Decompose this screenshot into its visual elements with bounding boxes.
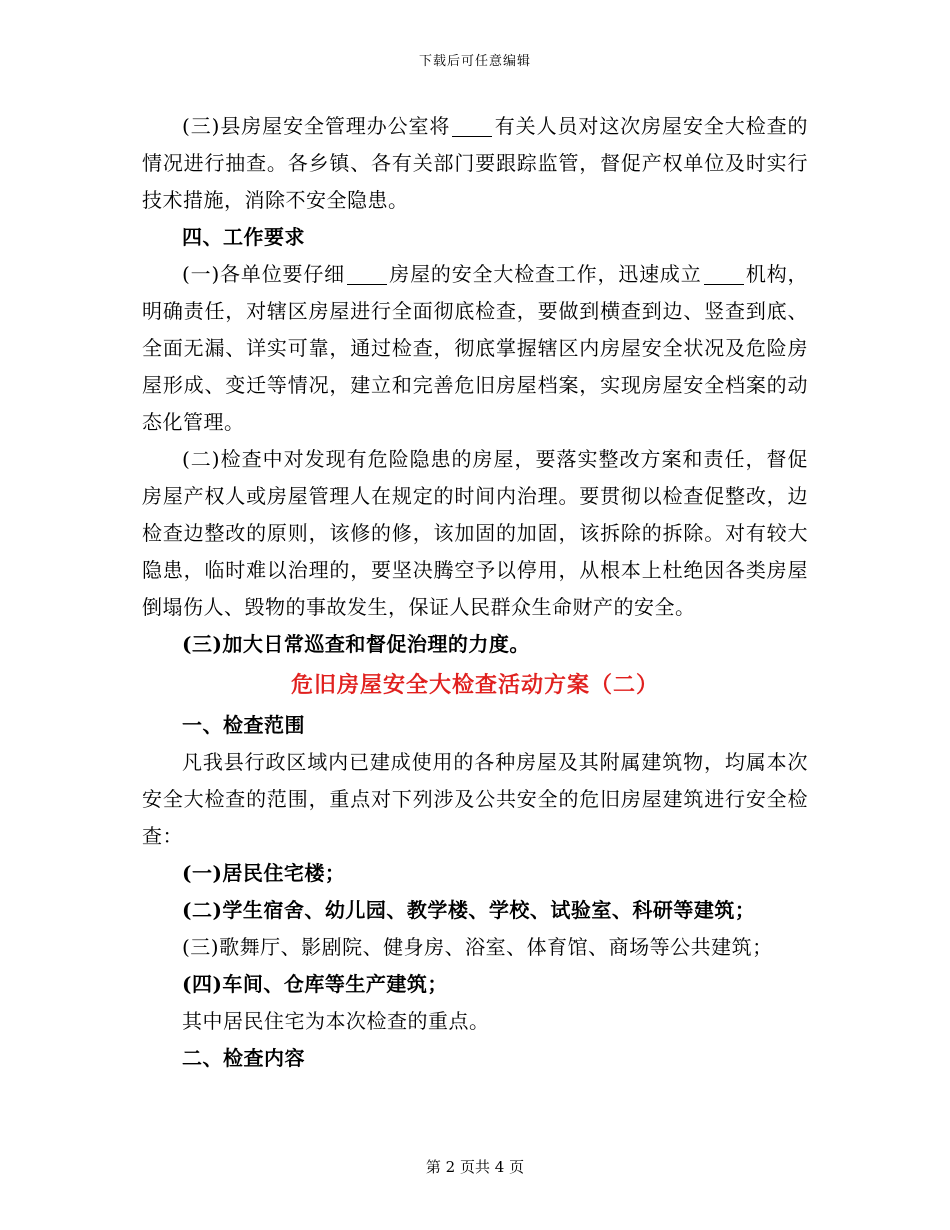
list-item-schools: (二)学生宿舍、幼儿园、教学楼、学校、试验室、科研等建筑；: [182, 898, 756, 922]
section-title: 危旧房屋安全大检查活动方案（二）: [290, 672, 659, 698]
list-item-public-buildings: (三)歌舞厅、影剧院、健身房、浴室、体育馆、商场等公共建筑；: [182, 935, 773, 959]
page-header: 下载后可任意编辑: [418, 54, 531, 69]
document-body: [142, 108, 808, 1077]
fill-blank: [704, 264, 744, 285]
paragraph-requirement-3: (三)加大日常巡查和督促治理的力度。: [182, 632, 530, 656]
paragraph-requirement-1: (一)各单位要仔细 房屋的安全大检查工作，迅速成立 机构，明确责任，对辖区房屋进行全面彻底检查，要做到横查到边、竖查到底、全面无漏、详实可靠，通过检查，彻底掌握辖区内房屋安全状况及危险房屋形成、变迁等情况，建立和完善危旧房屋档案，实现房屋安全档案的动态化管理。: [142, 262, 809, 434]
paragraph-spot-check: (三)县房屋安全管理办公室将 有关人员对这次房屋安全大检查的情况进行抽查。各乡镇、各有关部门要跟踪监管，督促产权单位及时实行技术措施，消除不安全隐患。: [142, 114, 809, 212]
paragraph-requirement-2: (二)检查中对发现有危险隐患的房屋，要落实整改方案和责任，督促房屋产权人或房屋管理人在规定的时间内治理。要贯彻以检查促整改，边检查边整改的原则，该修的修，该加固的加固，该拆除的拆除。对有较大隐患，临时难以治理的，要坚决腾空予以停用，从根本上杜绝因各类房屋倒塌伤人、毁物的事故发生，保证人民群众生命财产的安全。: [142, 447, 808, 619]
heading-work-requirements: 四、工作要求: [182, 225, 305, 249]
heading-inspection-scope: 一、检查范围: [182, 713, 305, 737]
paragraph-focus: 其中居民住宅为本次检查的重点。: [182, 1009, 490, 1033]
fill-blank: [452, 116, 492, 137]
heading-inspection-content: 二、检查内容: [182, 1046, 305, 1070]
paragraph-scope: 凡我县行政区域内已建成使用的各种房屋及其附属建筑物，均属本次安全大检查的范围，重点对下列涉及公共安全的危旧房屋建筑进行安全检查：: [142, 750, 808, 848]
fill-blank: [347, 264, 387, 285]
list-item-residential: (一)居民住宅楼；: [182, 861, 346, 885]
page-footer: 第 2 页共 4 页: [425, 1158, 525, 1176]
list-item-production: (四)车间、仓库等生产建筑；: [182, 972, 448, 996]
